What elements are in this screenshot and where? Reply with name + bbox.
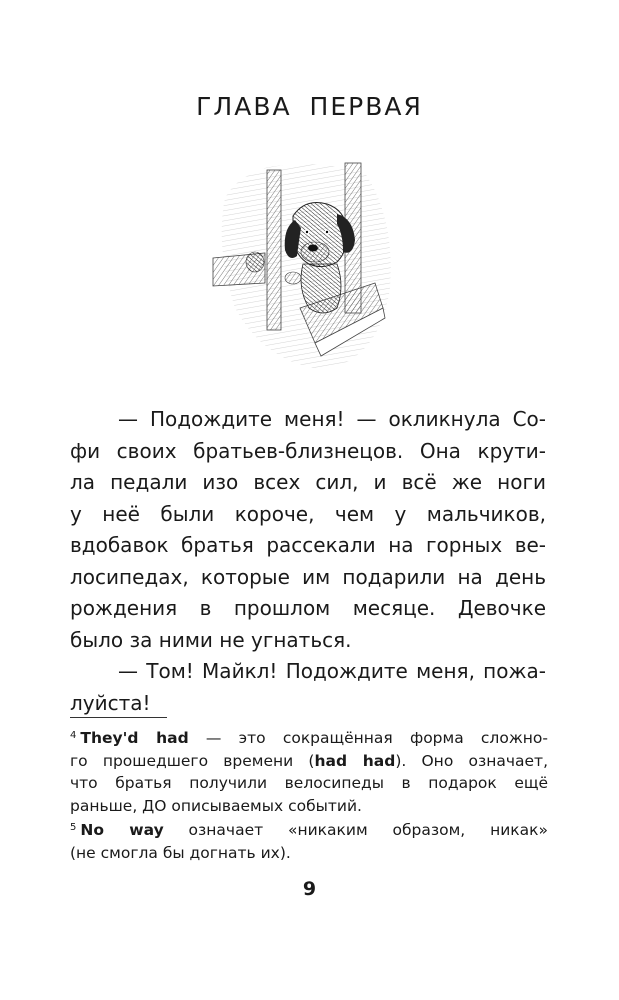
- footnote-5-line-2: (не смогла бы догнать их).: [70, 843, 291, 862]
- footnote-number: 4: [70, 730, 77, 741]
- footnote-4-line-1: [70, 725, 548, 750]
- chapter-title: ГЛАВА ПЕРВАЯ: [196, 92, 423, 121]
- puppy-in-window-icon: [205, 158, 395, 373]
- paragraph-line: ла педали изо всех сил, и всё же ноги: [70, 470, 546, 494]
- paragraph-line: у неё были короче, чем у мальчиков,: [70, 501, 546, 526]
- footnote-4-line-4: раньше, ДО описываемых событий.: [70, 796, 362, 815]
- paragraph-line: — Том! Майкл! Подождите меня, пожа-: [118, 659, 546, 683]
- footnote-text: означает «никаким образом, никак»: [163, 821, 548, 839]
- footnote-4-line-3: что братья получили велосипеды в подарок ещё: [70, 774, 548, 792]
- footnotes: [70, 725, 548, 864]
- puppy-in-window-illustration: [205, 158, 395, 373]
- footnote-number: 5: [70, 822, 77, 833]
- paragraph-line: было за ними не угнаться.: [70, 627, 352, 652]
- paragraph-line: рождения в прошлом месяце. Девочке: [70, 596, 546, 620]
- footnote-term: No way: [80, 821, 164, 839]
- paragraph-line: вдобавок братья рассекали на горных ве-: [70, 533, 546, 557]
- paragraph-line: — Подождите меня! — окликнула Со-: [118, 407, 546, 431]
- paragraph-line: фи своих братьев-близнецов. Она крути-: [70, 438, 546, 463]
- paragraph-line: лосипедах, которые им подарили на день: [70, 564, 546, 589]
- footnote-term: had had: [314, 751, 396, 770]
- footnote-4-line-2: [70, 750, 548, 773]
- footnote-5-line-1: [70, 817, 548, 842]
- paragraph-line: луйста!: [70, 690, 151, 715]
- footnote-term: They'd had: [80, 729, 189, 747]
- footnote-divider: [70, 717, 167, 718]
- body-text: [70, 404, 546, 719]
- footnote-text: го прошедшего времени (: [70, 751, 315, 770]
- footnote-text: ). Оно означает,: [395, 751, 549, 770]
- page-number: 9: [302, 878, 317, 900]
- footnote-text: — это сокращённая форма сложно-: [188, 729, 548, 747]
